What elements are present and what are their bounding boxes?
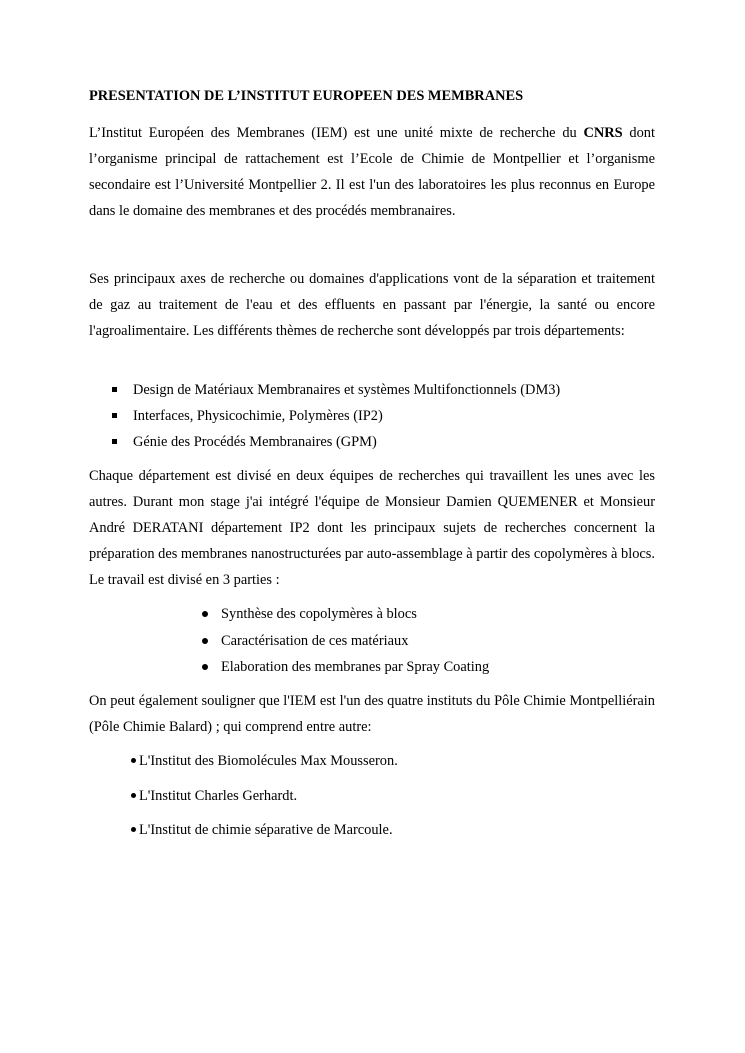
list-item: [89, 429, 560, 455]
department-label: Design de Matériaux Membranaires et systèmes Multifonctionnels (DM3): [133, 382, 561, 398]
round-bullet-icon: [202, 611, 208, 617]
departments-list: [89, 377, 560, 455]
list-item: [200, 601, 489, 628]
round-bullet-icon: [131, 827, 136, 832]
square-bullet-icon: [112, 387, 117, 392]
list-item: [200, 628, 489, 655]
intro-paragraph: [89, 120, 655, 224]
part-label: Caractérisation de ces matériaux: [221, 632, 409, 649]
department-label: Interfaces, Physicochimie, Polymères (IP2): [133, 408, 383, 424]
round-bullet-icon: [202, 638, 208, 644]
pole-chimie-paragraph: On peut également souligner que l'IEM est l'un des quatre instituts du Pôle Chimie Montpelliérain (Pôle Chimie Balard) ; qui comprend entre autre:: [89, 693, 655, 735]
round-bullet-icon: [131, 758, 136, 763]
institute-item: [131, 751, 398, 771]
part-label: Synthèse des copolymères à blocs: [221, 606, 417, 622]
institute-label: L'Institut des Biomolécules Max Mousseron.: [139, 753, 398, 769]
list-item: [89, 403, 560, 429]
cnrs-bold-text: CNRS: [583, 125, 623, 141]
work-parts-list: [200, 601, 489, 681]
institute-label: L'Institut Charles Gerhardt.: [139, 788, 298, 804]
institute-label: L'Institut de chimie séparative de Marcoule.: [139, 822, 393, 838]
square-bullet-icon: [112, 439, 117, 444]
research-axes-paragraph: Ses principaux axes de recherche ou domaines d'applications vont de la séparation et traitement de gaz au traitement de l'eau et des effluents en passant par l'énergie, la santé ou encore l'agroalimentaire. Les différents thèmes de recherche sont développés par trois départements:: [89, 271, 655, 339]
internship-paragraph: Chaque département est divisé en deux équipes de recherches qui travaillent les unes avec les autres. Durant mon stage j'ai intégré l'équipe de Monsieur Damien QUEMENER et Monsieur André DERATANI département IP2 dont les principaux sujets de recherches concernent la préparation des membranes nanostructurées par auto-assemblage à partir des copolymères à blocs. Le travail est divisé en 3 parties :: [89, 468, 655, 588]
institute-item: [131, 820, 393, 840]
round-bullet-icon: [202, 664, 208, 670]
page-title: PRESENTATION DE L’INSTITUT EUROPEEN DES MEMBRANES: [89, 88, 524, 104]
part-label: Elaboration des membranes par Spray Coating: [221, 659, 490, 675]
square-bullet-icon: [112, 413, 117, 418]
intro-text-after: dont l’organisme principal de rattachement est l’Ecole de Chimie de Montpellier et l’organisme secondaire est l’Université Montpellier 2. Il est l'un des laboratoires les plus reconnus en Europe dans le domaine des membranes et des procédés membranaires.: [89, 125, 655, 219]
intro-text-before: L’Institut Européen des Membranes (IEM) est une unité mixte de recherche du: [89, 125, 584, 141]
department-label: Génie des Procédés Membranaires (GPM): [133, 434, 377, 450]
list-item: [200, 654, 489, 681]
list-item: [89, 377, 560, 403]
round-bullet-icon: [131, 793, 136, 798]
institute-item: [131, 786, 297, 806]
